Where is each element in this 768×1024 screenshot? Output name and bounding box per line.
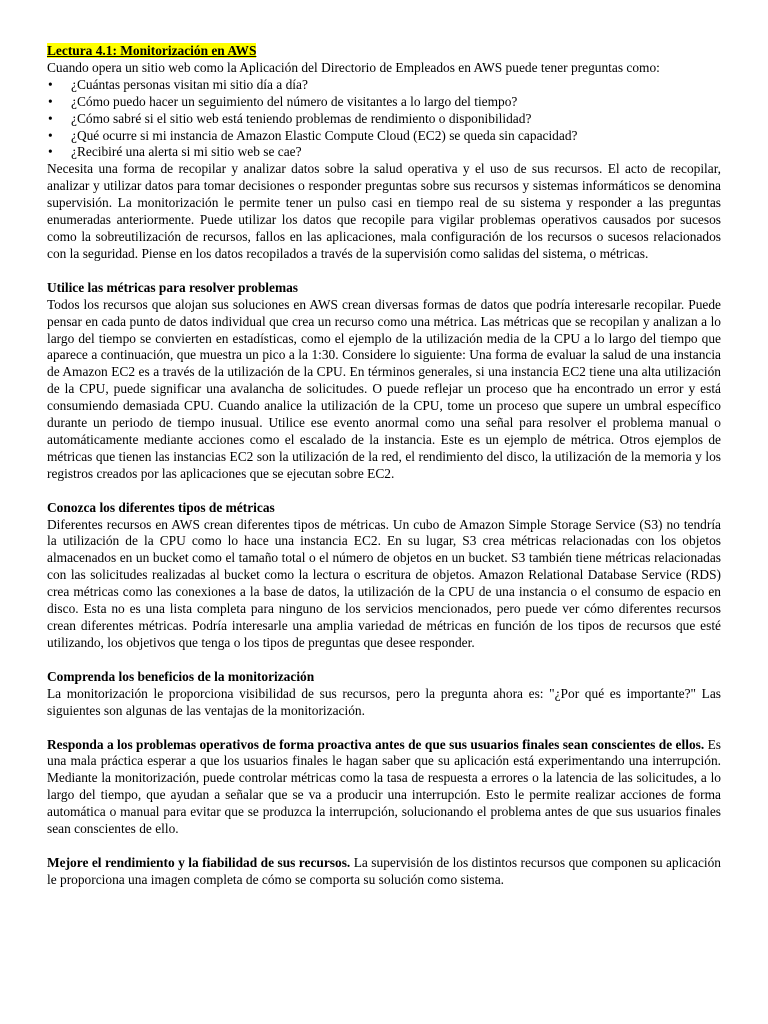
lead-performance: Mejore el rendimiento y la fiabilidad de sus recursos. <box>47 854 351 870</box>
question-list <box>47 77 721 162</box>
spacer <box>47 483 721 500</box>
section-body-benefits: La monitorización le proporciona visibilidad de sus recursos, pero la pregunta ahora es: "¿Por qué es importante?" Las siguientes son algunas de las ventajas de la monitorización. <box>47 685 721 718</box>
body-proactive: Es una mala práctica esperar a que los usuarios finales le hagan saber que su aplicación está experimentando una interrupción. Mediante la monitorización, puede controlar métricas como la tasa de respuesta a errores o la latencia de las solicitudes, a lo largo del tiempo, que ayudan a señalar que se va a producir una interrupción. Esto le permite realizar acciones de forma automática o manual para evitar que se produzca la interrupción, solucionando el problema antes de que sus usuarios finales sean conscientes de ello. <box>47 736 721 837</box>
section-heading-types: Conozca los diferentes tipos de métricas <box>47 499 275 515</box>
section-heading-metrics: Utilice las métricas para resolver problemas <box>47 279 299 295</box>
intro-text: Cuando opera un sitio web como la Aplicación del Directorio de Empleados en AWS puede tener preguntas como: <box>47 59 660 75</box>
spacer <box>47 720 721 737</box>
list-item: • ¿Cómo puedo hacer un seguimiento del número de visitantes a lo largo del tiempo? <box>47 94 721 111</box>
paragraph-performance <box>47 855 721 889</box>
section-body-metrics: Todos los recursos que alojan sus soluciones en AWS crean diversas formas de datos que podría interesarle recopilar. Puede pensar en cada punto de datos individual que crea un recurso como una métrica. Las métricas que se recopilan y analizan a lo largo del tiempo se convierten en estadísticas, como el ejemplo de la utilización media de la CPU a lo largo del tiempo que aparece a continuación, que muestra un pico a la 1:30. Considere lo siguiente: Una forma de evaluar la salud de una instancia de Amazon EC2 es a través de la utilización de la CPU. En términos generales, si una instancia EC2 tiene una alta utilización de la CPU, puede significar una avalancha de solicitudes. O puede reflejar un proceso que ha encontrado un error y está consumiendo demasiada CPU. Cuando analice la utilización de la CPU, tome un proceso que supere un umbral específico durante un periodo de tiempo inusual. Utilice ese evento anormal como una señal para resolver el problema manual o automáticamente mediante acciones como el escalado de la instancia. Este es un ejemplo de métrica. Otros ejemplos de métricas que tienen las instancias EC2 son la utilización de la red, el rendimiento del disco, la utilización de la memoria y los registros creados por las aplicaciones que se ejecutan sobre EC2. <box>47 296 721 481</box>
paragraph-proactive <box>47 737 721 838</box>
lead-proactive: Responda a los problemas operativos de forma proactiva antes de que sus usuarios finales sean conscientes de ellos. <box>47 736 705 752</box>
intro-paragraph: Necesita una forma de recopilar y analizar datos sobre la salud operativa y el uso de sus recursos. El acto de recopilar, analizar y utilizar datos para tomar decisiones o responder preguntas sobre sus recursos y sistemas informáticos se denomina supervisión. La monitorización le permite tener un pulso casi en tiempo real de su sistema y responder a las preguntas enumeradas anteriormente. Puede utilizar los datos que recopile para vigilar problemas operativos causados por sucesos como la sobreutilización de recursos, fallos en las aplicaciones, mala configuración de los recursos o sucesos relacionados con la seguridad. Piense en los datos recopilados a través de la supervisión como salidas del sistema, o métricas. <box>47 161 721 261</box>
section-heading-benefits: Comprenda los beneficios de la monitorización <box>47 668 315 684</box>
title-line <box>47 43 721 60</box>
document-title: Lectura 4.1: Monitorización en AWS <box>47 43 257 58</box>
document-page <box>47 43 721 889</box>
spacer <box>47 263 721 280</box>
spacer <box>47 652 721 669</box>
list-item: • ¿Cuántas personas visitan mi sitio día a día? <box>47 77 721 94</box>
list-item: • ¿Qué ocurre si mi instancia de Amazon Elastic Compute Cloud (EC2) se queda sin capacidad? <box>47 128 721 145</box>
list-item: • ¿Recibiré una alerta si mi sitio web se cae? <box>47 144 721 161</box>
spacer <box>47 838 721 855</box>
list-item: • ¿Cómo sabré si el sitio web está teniendo problemas de rendimiento o disponibilidad? <box>47 111 721 128</box>
body-performance: La supervisión de los distintos recursos que componen su aplicación le proporciona una imagen completa de cómo se comporta su solución como sistema. <box>47 854 721 887</box>
section-body-types: Diferentes recursos en AWS crean diferentes tipos de métricas. Un cubo de Amazon Simple Storage Service (S3) no tendría la utilización de la CPU como lo hace una instancia EC2. En su lugar, S3 crea métricas relacionadas con los objetos almacenados en un bucket como el tamaño total o el número de objetos en un bucket. S3 también tiene métricas relacionadas con las solicitudes realizadas al bucket como la lectura o escritura de objetos. Amazon Relational Database Service (RDS) crea métricas como las conexiones a la base de datos, la utilización de la CPU de una instancia o el consumo de espacio en disco. Esta no es una lista completa para ninguno de los servicios mencionados, pero puede ver cómo diferentes recursos crean diferentes métricas. Podría interesarle una amplia variedad de métricas en función de los tipos de recursos que esté utilizando, los objetivos que tenga o los tipos de preguntas que desee responder. <box>47 516 721 650</box>
